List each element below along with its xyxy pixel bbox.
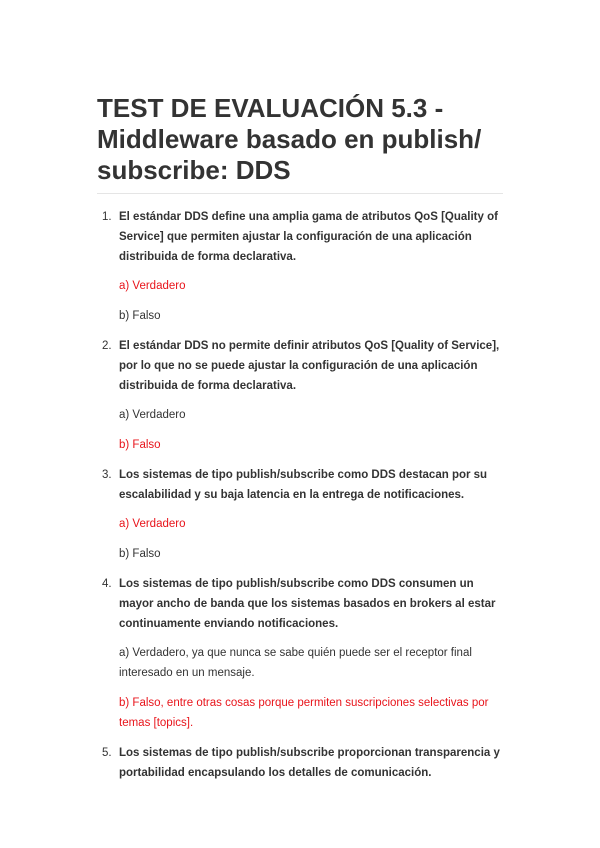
answer-option: a) Verdadero, ya que nunca se sabe quién puede ser el receptor final interesado en un mensaje. [119,647,472,679]
answer-option: b) Falso [119,548,161,560]
question-item [97,743,509,783]
title-divider [97,193,503,194]
answer-option: a) Verdadero [119,409,186,421]
question-text: El estándar DDS no permite definir atributos QoS [Quality of Service], por lo que no se puede ajustar la configuración de una aplicación distribuida de forma declarativa. [119,340,500,392]
answer-option: b) Falso [119,439,161,451]
answer-option: b) Falso, entre otras cosas porque permiten suscripciones selectivas por temas [topics]. [119,697,489,729]
question-text: El estándar DDS define una amplia gama de atributos QoS [Quality of Service] que permiten ajustar la configuración de una aplicación distribuida de forma declarativa. [119,211,498,263]
question-number: 2. [102,340,112,352]
question-item [97,465,509,564]
question-number: 4. [102,578,112,590]
answer-option: a) Verdadero [119,518,186,530]
question-number: 1. [102,211,112,223]
question-text: Los sistemas de tipo publish/subscribe proporcionan transparencia y portabilidad encapsulando los detalles de comunicación. [119,747,500,779]
question-number: 5. [102,747,112,759]
question-number: 3. [102,469,112,481]
question-item [97,574,509,733]
question-item [97,336,509,455]
answer-option: a) Verdadero [119,280,186,292]
question-list [97,207,509,783]
question-text: Los sistemas de tipo publish/subscribe como DDS consumen un mayor ancho de banda que los sistemas basados en brokers al estar continuamente enviando notificaciones. [119,578,496,630]
question-item [97,207,509,326]
page-title: TEST DE EVALUACIÓN 5.3 - Middleware basado en publish/ subscribe: DDS [97,93,482,185]
answer-option: b) Falso [119,310,161,322]
question-text: Los sistemas de tipo publish/subscribe como DDS destacan por su escalabilidad y su baja latencia en la entrega de notificaciones. [119,469,488,501]
